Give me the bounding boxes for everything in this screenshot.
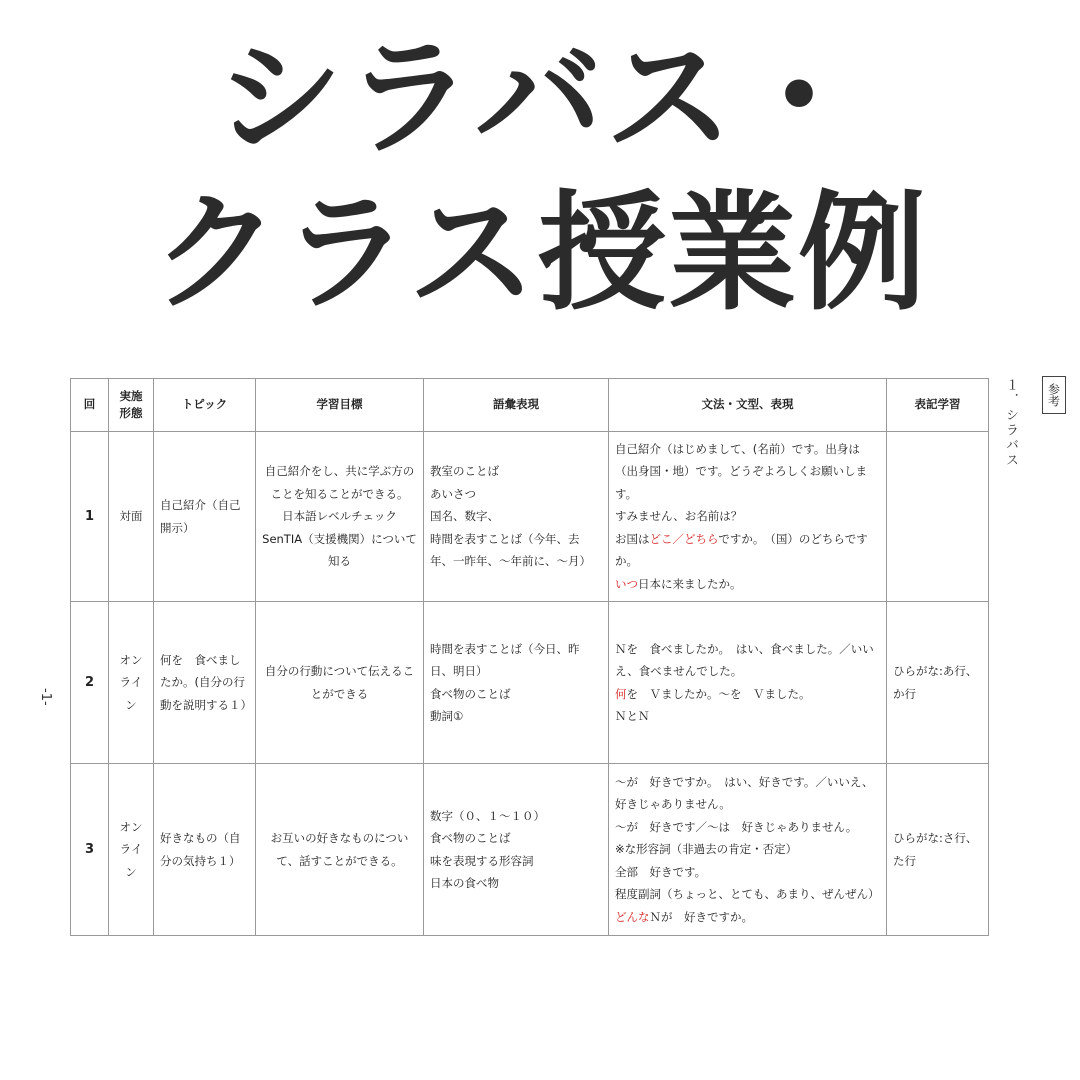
grammar-text: を Ｖましたか。～を Ｖました。 xyxy=(626,686,811,701)
grammar-line xyxy=(615,638,880,683)
page-title-line2: クラス授業例 xyxy=(151,179,929,328)
goal-line: 自分の行動について伝えることができる xyxy=(264,664,415,701)
grammar-text: ですか。 （国）のどちらですか。 xyxy=(615,531,868,569)
grammar-line xyxy=(615,883,880,905)
section-label: １．シラバス xyxy=(1003,378,1018,468)
grammar-line xyxy=(615,438,880,505)
grammar-text: お国は xyxy=(615,531,650,546)
grammar-line xyxy=(615,861,880,883)
grammar-line xyxy=(615,705,880,727)
cell-vocab xyxy=(424,764,609,936)
cell-mode: オンライン xyxy=(109,602,154,764)
table-body xyxy=(71,432,989,936)
table-row xyxy=(71,602,989,764)
cell-vocab xyxy=(424,432,609,602)
vocab-line: 食べ物のことば xyxy=(430,686,511,701)
vocab-line: 国名、数字、 xyxy=(430,509,499,524)
reference-badge: 参考 xyxy=(1042,376,1066,414)
cell-topic: 自己紹介（自己開示） xyxy=(154,432,256,602)
grammar-text: 全部 好きです。 xyxy=(615,864,707,879)
grammar-line xyxy=(615,906,880,928)
cell-grammar xyxy=(609,602,887,764)
header-vocab: 語彙表現 xyxy=(424,379,609,432)
grammar-line xyxy=(615,838,880,860)
grammar-line xyxy=(615,816,880,838)
highlighted-question-word: どこ／どちら xyxy=(649,531,719,546)
grammar-line xyxy=(615,505,880,527)
grammar-text: ＮとＮ xyxy=(615,708,650,723)
highlighted-question-word: いつ xyxy=(615,576,638,591)
syllabus-table xyxy=(70,378,989,936)
cell-writing: ひらがな:あ行、か行 xyxy=(887,602,989,764)
cell-goal xyxy=(256,602,424,764)
cell-writing: ひらがな:さ行、た行 xyxy=(887,764,989,936)
grammar-text: ～が 好きですか。 はい、好きです。／いいえ、好きじゃありません。 xyxy=(615,775,874,812)
vocab-line: 動詞① xyxy=(430,708,464,723)
header-session: 回 xyxy=(71,379,109,432)
grammar-line xyxy=(615,771,880,816)
grammar-text: ※な形容詞（非過去の肯定・否定） xyxy=(615,842,798,857)
vocab-line: 食べ物のことば xyxy=(430,831,511,846)
grammar-line xyxy=(615,573,880,595)
cell-mode: 対面 xyxy=(109,432,154,602)
cell-session-number: 3 xyxy=(71,764,109,936)
cell-goal xyxy=(256,764,424,936)
vocab-line: 数字（０、１～１０） xyxy=(430,808,545,823)
grammar-text: すみません、お名前は？ xyxy=(615,509,743,524)
goal-line: 日本語レベルチェック xyxy=(282,509,397,524)
goal-line: お互いの好きなものについて、話すことができる。 xyxy=(270,831,409,868)
table-row xyxy=(71,764,989,936)
grammar-text: 自己紹介（はじめまして、(名前）です。出身は（出身国・地）です。どうぞよろしくお願いします。 xyxy=(615,442,868,501)
highlighted-question-word: 何 xyxy=(615,686,627,701)
cell-grammar xyxy=(609,432,887,602)
header-writing: 表記学習 xyxy=(887,379,989,432)
vocab-line: 時間を表すことば（今年、去年、一昨年、～年前に、～月） xyxy=(430,531,591,569)
grammar-text: ～が 好きです／～は 好きじゃありません。 xyxy=(615,819,858,834)
goal-line: 自己紹介をし、共に学ぶ方のことを知ることができる。 xyxy=(264,464,415,501)
grammar-line xyxy=(615,683,880,705)
grammar-text: 程度副詞（ちょっと、とても、あまり、ぜんぜん） xyxy=(615,887,880,902)
cell-writing xyxy=(887,432,989,602)
goal-line: SenTIA（支援機関）について知る xyxy=(262,531,417,569)
vocab-line: あいさつ xyxy=(430,486,476,501)
table-row xyxy=(71,432,989,602)
cell-session-number: 2 xyxy=(71,602,109,764)
header-grammar: 文法・文型、表現 xyxy=(609,379,887,432)
grammar-line xyxy=(615,528,880,573)
cell-grammar xyxy=(609,764,887,936)
header-topic: トピック xyxy=(154,379,256,432)
cell-mode: オンライン xyxy=(109,764,154,936)
cell-vocab xyxy=(424,602,609,764)
vocab-line: 味を表現する形容詞 xyxy=(430,853,534,868)
header-goal: 学習目標 xyxy=(256,379,424,432)
page-title-line1: シラバス・ xyxy=(214,24,865,173)
grammar-text: Ｎを 食べましたか。 はい、食べました。／いいえ、食べませんでした。 xyxy=(615,641,874,679)
header-mode: 実施形態 xyxy=(109,379,154,432)
cell-topic: 何を 食べましたか。(自分の行動を説明する１） xyxy=(154,602,256,764)
highlighted-question-word: どんな xyxy=(615,909,650,924)
page-number: -1- xyxy=(38,688,53,706)
grammar-text: 日本に来ましたか。 xyxy=(638,576,742,591)
table-header-row xyxy=(71,379,989,432)
vocab-line: 時間を表すことば（今日、昨日、明日） xyxy=(430,641,580,679)
cell-session-number: 1 xyxy=(71,432,109,602)
cell-goal xyxy=(256,432,424,602)
cell-topic: 好きなもの（自分の気持ち１） xyxy=(154,764,256,936)
vocab-line: 日本の食べ物 xyxy=(430,875,499,890)
grammar-text: Ｎが 好きですか。 xyxy=(649,909,753,924)
vocab-line: 教室のことば xyxy=(430,464,499,479)
